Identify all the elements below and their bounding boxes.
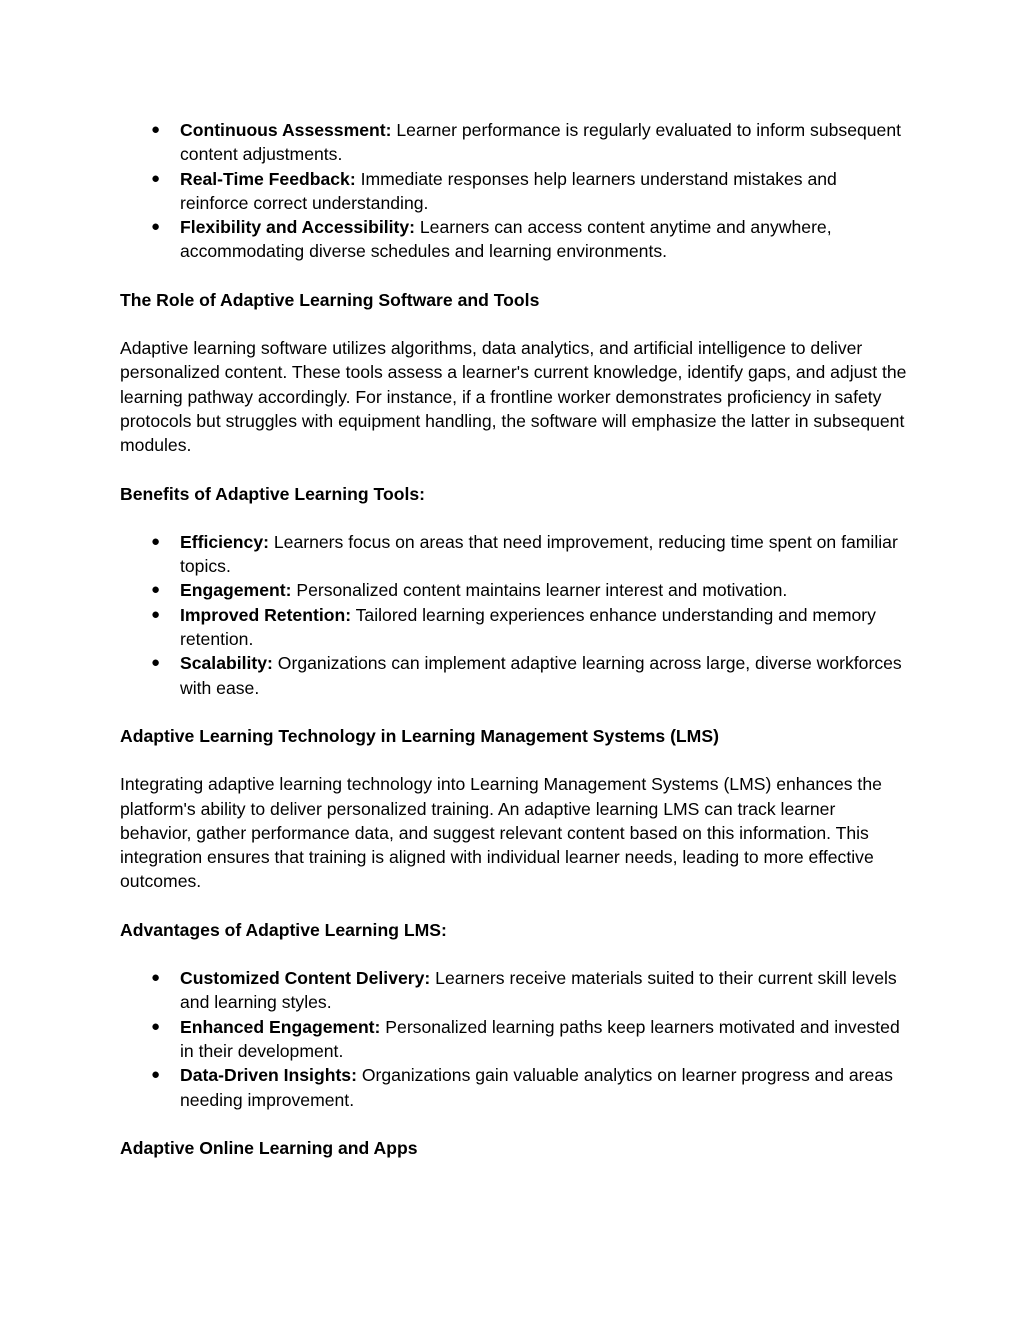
list-item-term: Flexibility and Accessibility: <box>180 217 415 238</box>
list-item-text: Personalized content maintains learner interest and motivation. <box>291 580 788 601</box>
list-item-term: Enhanced Engagement: <box>180 1016 381 1037</box>
list-item <box>120 1015 910 1064</box>
list-item-text: Learners can access content anytime and anywhere, accommodating diverse schedules and learning environments. <box>180 217 832 262</box>
bullet-icon: ● <box>151 169 161 187</box>
bullet-icon: ● <box>151 1066 161 1084</box>
list-item-text: Learners receive materials suited to their current skill levels and learning styles. <box>180 968 897 1013</box>
list-item-term: Scalability: <box>180 653 273 674</box>
benefits-heading: Benefits of Adaptive Learning Tools: <box>120 483 425 504</box>
list-item-term: Data-Driven Insights: <box>180 1065 357 1086</box>
list-item <box>120 1063 910 1112</box>
list-item-term: Improved Retention: <box>180 604 352 625</box>
list-item-text: Learner performance is regularly evaluated to inform subsequent content adjustments. <box>180 120 902 165</box>
list-item-term: Engagement: <box>180 580 292 601</box>
advantages-heading: Advantages of Adaptive Learning LMS: <box>120 919 447 940</box>
list-item <box>120 530 910 579</box>
list-item <box>120 167 910 216</box>
list-item <box>120 651 910 700</box>
bullet-icon: ● <box>151 969 161 987</box>
list-item-text: Organizations gain valuable analytics on learner progress and areas needing improvement. <box>180 1065 893 1110</box>
bullet-icon: ● <box>151 654 161 672</box>
feature-list <box>120 118 910 264</box>
bullet-icon: ● <box>151 605 161 623</box>
list-item-term: Real-Time Feedback: <box>180 168 356 189</box>
section-paragraph: Adaptive learning software utilizes algorithms, data analytics, and artificial intelligence to deliver personalized content. These tools assess a learner's current knowledge, identify gaps, and adjust the learning pathway accordingly. For instance, if a frontline worker demonstrates proficiency in safety protocols but struggles with equipment handling, the software will emphasize the latter in subsequent modules. <box>120 338 907 456</box>
list-item <box>120 966 910 1015</box>
list-item-term: Customized Content Delivery: <box>180 968 431 989</box>
list-item-text: Tailored learning experiences enhance understanding and memory retention. <box>180 604 876 650</box>
document-page <box>120 118 910 1160</box>
benefits-list <box>120 530 910 700</box>
list-item <box>120 603 910 652</box>
list-item-text: Organizations can implement adaptive learning across large, diverse workforces with ease. <box>180 653 902 698</box>
list-item-text: Learners focus on areas that need improvement, reducing time spent on familiar topics. <box>180 531 898 577</box>
section-paragraph: Integrating adaptive learning technology into Learning Management Systems (LMS) enhances the platform's ability to deliver personalized training. An adaptive learning LMS can track learner behavior, gather performance data, and suggest relevant content based on this information. This integration ensures that training is aligned with individual learner needs, leading to more effective outcomes. <box>120 774 882 892</box>
bullet-icon: ● <box>151 218 161 236</box>
list-item-term: Efficiency: <box>180 531 269 552</box>
section-heading: The Role of Adaptive Learning Software and Tools <box>120 289 540 310</box>
list-item <box>120 118 910 167</box>
list-item <box>120 215 910 264</box>
section-heading: Adaptive Learning Technology in Learning Management Systems (LMS) <box>120 725 719 746</box>
bullet-icon: ● <box>151 532 161 550</box>
section-heading: Adaptive Online Learning and Apps <box>120 1137 418 1158</box>
bullet-icon: ● <box>151 1017 161 1035</box>
bullet-icon: ● <box>151 121 161 138</box>
bullet-icon: ● <box>151 581 161 599</box>
list-item-term: Continuous Assessment: <box>180 120 392 140</box>
list-item-text: Immediate responses help learners understand mistakes and reinforce correct understanding. <box>180 168 837 213</box>
advantages-list <box>120 966 910 1112</box>
list-item-text: Personalized learning paths keep learners motivated and invested in their development. <box>180 1016 900 1061</box>
list-item <box>120 578 910 602</box>
